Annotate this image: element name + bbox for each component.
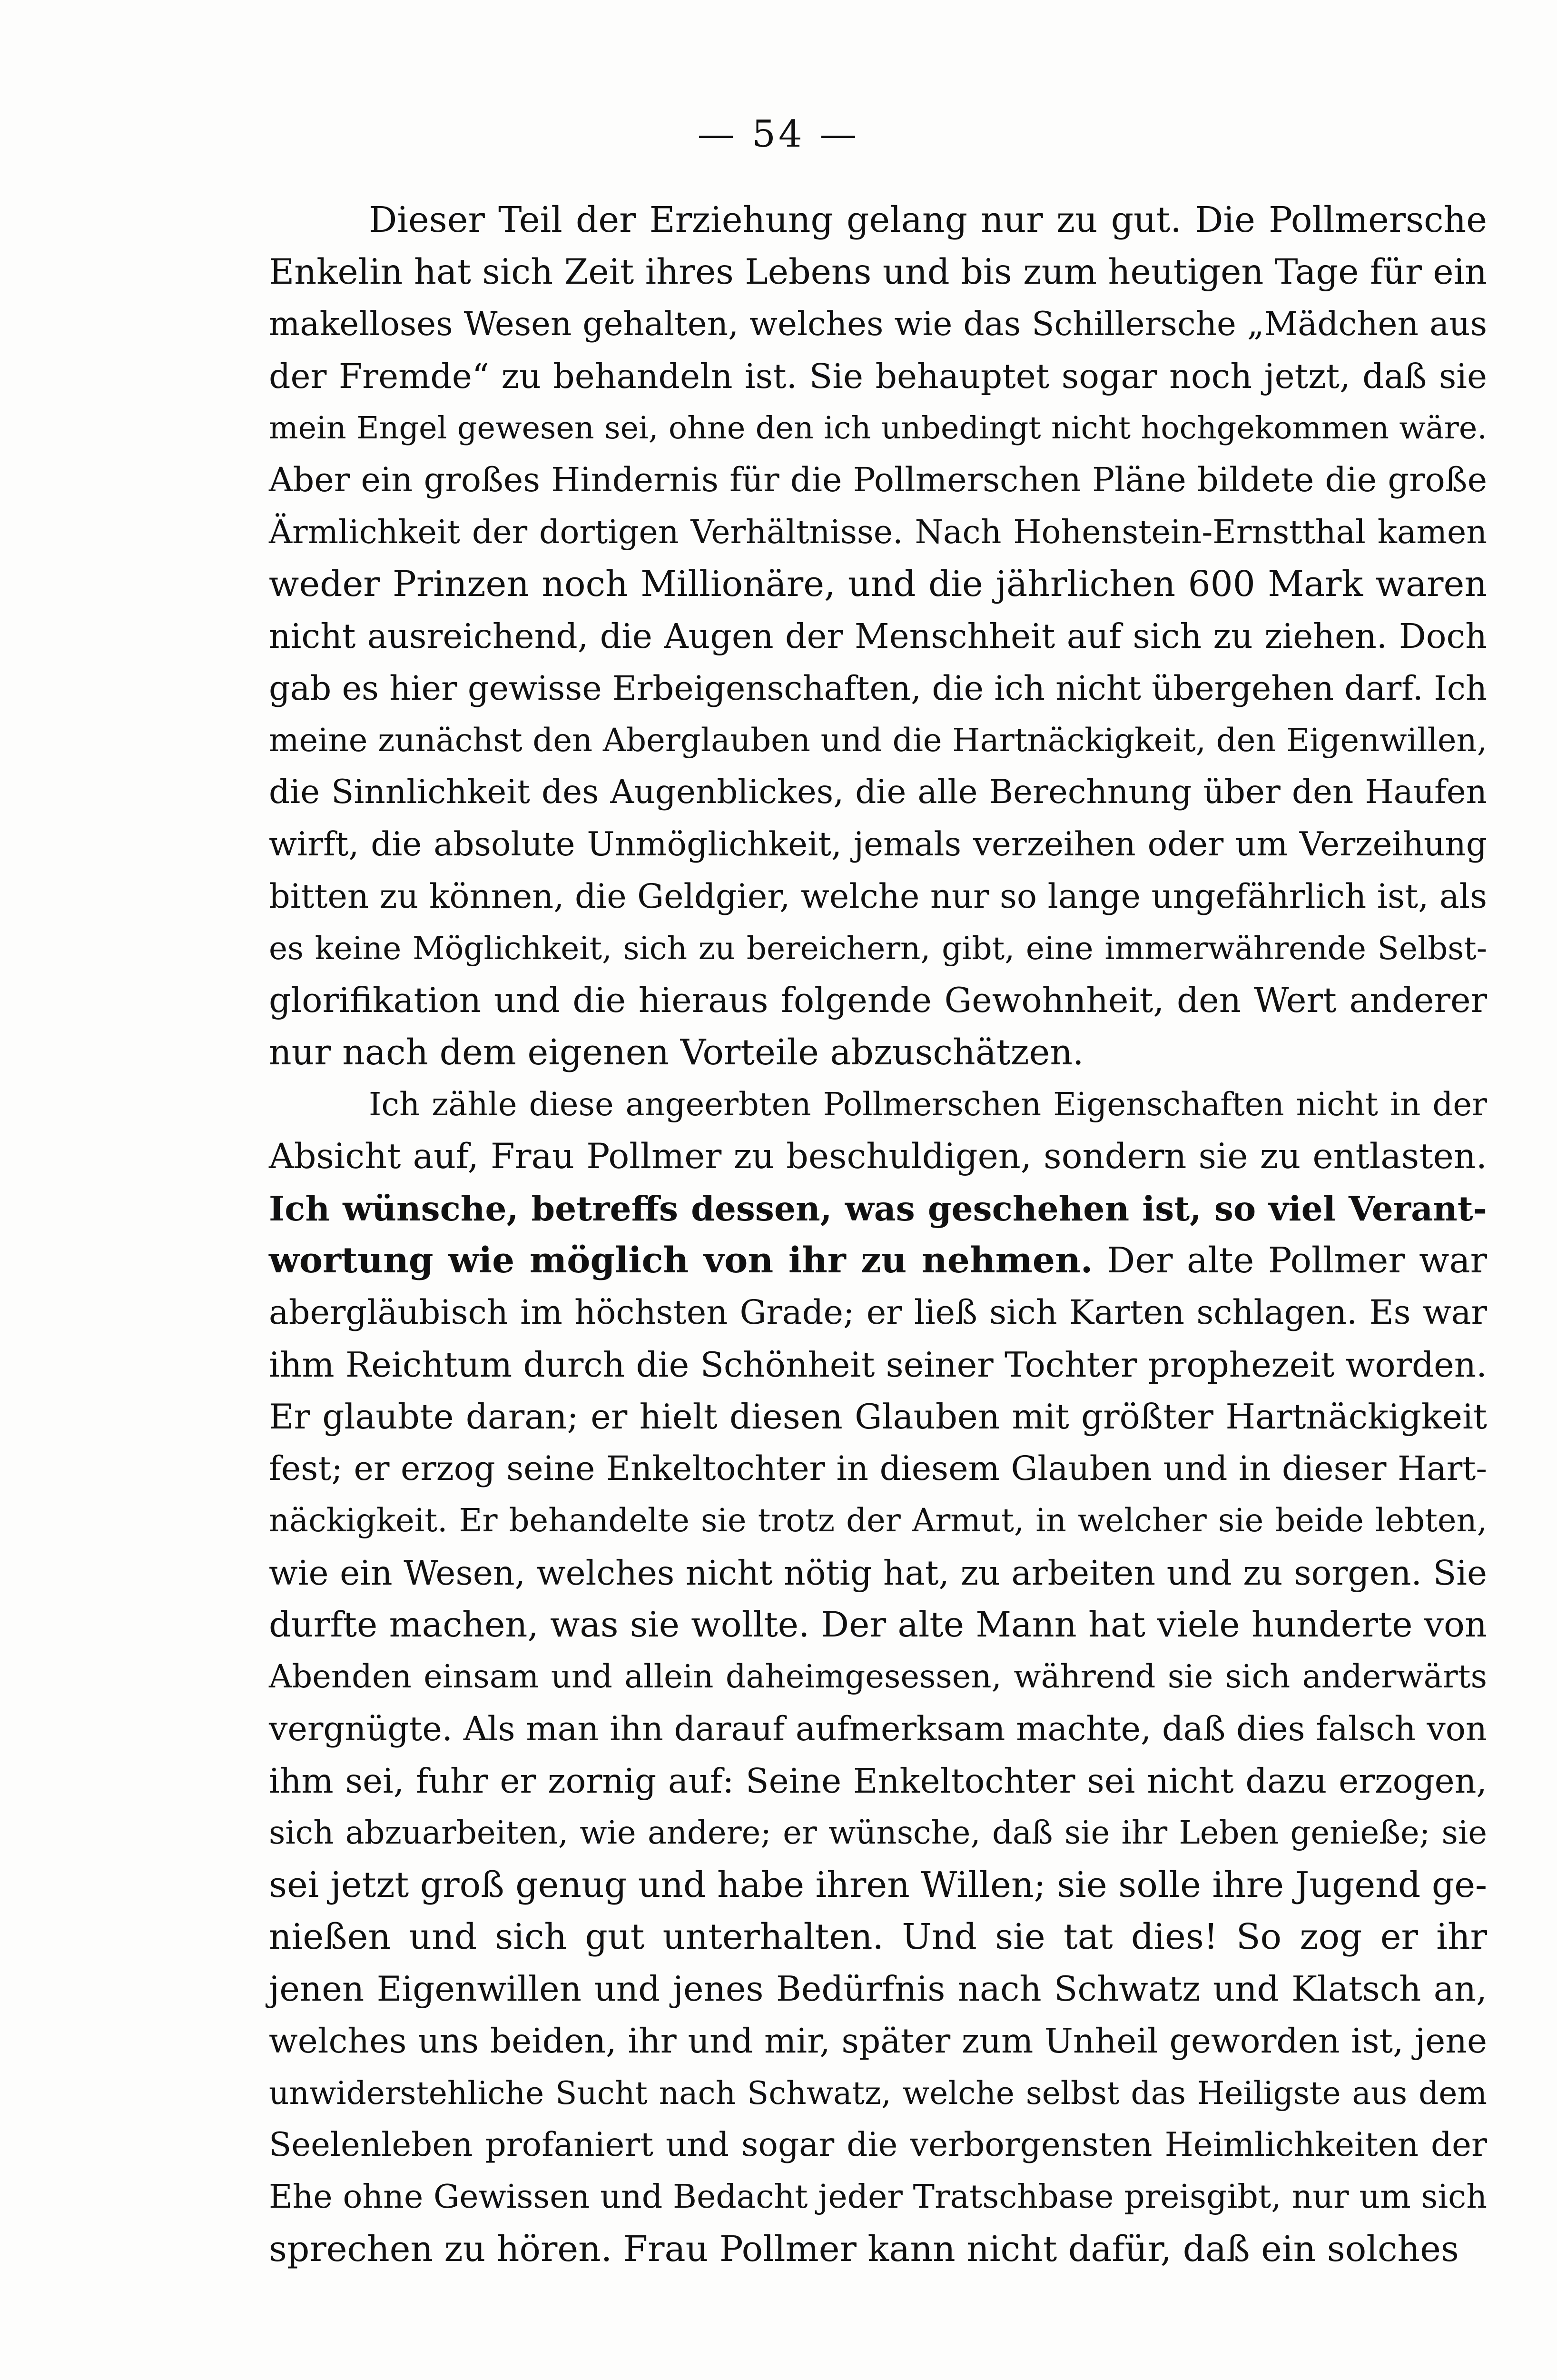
- text-line: [269, 974, 1487, 1026]
- text-line: [269, 1703, 1487, 1755]
- text-segment: abergläubisch im höchsten Grade; er ließ sich Karten schlagen. Es war: [269, 1293, 1487, 1332]
- text-segment: weder Prinzen noch Millionäre, und die jährlichen 600 Mark waren: [269, 564, 1487, 605]
- text-segment: nießen und sich gut unterhalten. Und sie tat dies! So zog er ihr: [269, 1916, 1487, 1957]
- text-line: [269, 1027, 1487, 1079]
- text-line: [269, 1599, 1487, 1651]
- text-segment: bitten zu können, die Geldgier, welche nur so lange ungefährlich ist, als: [269, 876, 1487, 916]
- text-line: [269, 1443, 1487, 1495]
- text-segment: glorifikation und die hieraus folgende Gewohnheit, den Wert anderer: [269, 980, 1487, 1021]
- text-line: [269, 2223, 1487, 2275]
- text-line: [269, 194, 1487, 246]
- text-segment: Der alte Pollmer war: [1093, 1240, 1487, 1281]
- text-line: [269, 246, 1487, 298]
- text-line: [269, 1963, 1487, 2015]
- text-segment: Ärmlichkeit der dortigen Verhältnisse. Nach Hohenstein-Ernstthal kamen: [269, 513, 1487, 551]
- text-segment: Ehe ohne Gewissen und Bedacht jeder Tratschbase preisgibt, nur um sich: [269, 2178, 1487, 2216]
- text-line: [269, 1755, 1487, 1807]
- text-line: [269, 1235, 1487, 1287]
- text-segment: ihm sei, fuhr er zornig auf: Seine Enkeltochter sei nicht dazu erzogen,: [269, 1761, 1487, 1801]
- text-segment: Er glaubte daran; er hielt diesen Glauben mit größter Hartnäckigkeit: [269, 1396, 1487, 1437]
- text-segment: Abenden einsam und allein daheimgesessen, während sie sich anderwärts: [269, 1658, 1487, 1696]
- text-segment: näckigkeit. Er behandelte sie trotz der Armut, in welcher sie beide lebten,: [269, 1502, 1487, 1539]
- text-line: [269, 610, 1487, 662]
- text-segment: nicht ausreichend, die Augen der Menschheit auf sich zu ziehen. Doch: [269, 616, 1487, 656]
- text-segment: sich abzuarbeiten, wie andere; er wünsche, daß sie ihr Leben genieße; sie: [269, 1814, 1487, 1852]
- emphasized-text: wortung wie möglich von ihr zu nehmen.: [269, 1240, 1093, 1281]
- text-line: [269, 1391, 1487, 1443]
- text-line: [269, 506, 1487, 558]
- text-segment: meine zunächst den Aberglauben und die Hartnäckigkeit, den Eigenwillen,: [269, 721, 1487, 759]
- text-segment: fest; er erzog seine Enkeltochter in diesem Glauben und in dieser Hart-: [269, 1449, 1487, 1488]
- text-segment: Enkelin hat sich Zeit ihres Lebens und bis zum heutigen Tage für ein: [269, 252, 1487, 293]
- text-segment: Ich zähle diese angeerbten Pollmerschen Eigenschaften nicht in der: [369, 1086, 1487, 1123]
- text-segment: jenen Eigenwillen und jenes Bedürfnis nach Schwatz und Klatsch an,: [269, 1969, 1487, 2009]
- text-segment: mein Engel gewesen sei, ohne den ich unbedingt nicht hochgekommen wäre.: [269, 410, 1487, 446]
- text-segment: Dieser Teil der Erziehung gelang nur zu gut. Die Pollmersche: [369, 199, 1487, 240]
- text-line: [269, 1651, 1487, 1703]
- text-segment: sei jetzt groß genug und habe ihren Willen; sie solle ihre Jugend ge-: [269, 1864, 1487, 1905]
- paragraph: [269, 194, 1487, 1079]
- text-segment: Seelenleben profaniert und sogar die verborgensten Heimlichkeiten der: [269, 2125, 1487, 2164]
- text-line: [269, 1859, 1487, 1911]
- text-line: [269, 2171, 1487, 2223]
- text-line: [269, 1911, 1487, 1963]
- text-line: [269, 1130, 1487, 1182]
- text-line: [269, 922, 1487, 974]
- text-segment: wirft, die absolute Unmöglichkeit, jemals verzeihen oder um Verzeihung: [269, 825, 1487, 863]
- text-segment: sprechen zu hören. Frau Pollmer kann nicht dafür, daß ein solches: [269, 2228, 1459, 2270]
- text-segment: ihm Reichtum durch die Schönheit seiner Tochter prophezeit worden.: [269, 1344, 1487, 1385]
- text-line: [269, 2067, 1487, 2119]
- text-line: [269, 558, 1487, 610]
- text-line: [269, 1339, 1487, 1391]
- text-segment: welches uns beiden, ihr und mir, später zum Unheil geworden ist, jene: [269, 2021, 1487, 2061]
- text-line: [269, 298, 1487, 350]
- text-segment: der Fremde“ zu behandeln ist. Sie behauptet sogar noch jetzt, daß sie: [269, 356, 1487, 396]
- emphasized-text: Ich wünsche, betreffs dessen, was geschehen ist, so viel Verant-: [269, 1188, 1487, 1229]
- text-segment: Aber ein großes Hindernis für die Pollmerschen Pläne bildete die große: [269, 460, 1487, 500]
- text-line: [269, 871, 1487, 922]
- text-segment: wie ein Wesen, welches nicht nötig hat, zu arbeiten und zu sorgen. Sie: [269, 1553, 1487, 1593]
- text-line: [269, 714, 1487, 766]
- text-segment: nur nach dem eigenen Vorteile abzuschätzen.: [269, 1031, 1084, 1073]
- text-line: [269, 1079, 1487, 1130]
- text-segment: unwiderstehliche Sucht nach Schwatz, welche selbst das Heiligste aus dem: [269, 2074, 1487, 2112]
- text-line: [269, 663, 1487, 714]
- text-line: [269, 766, 1487, 818]
- text-line: [269, 350, 1487, 402]
- text-line: [269, 1807, 1487, 1859]
- paragraph: [269, 1079, 1487, 2275]
- text-segment: vergnügte. Als man ihn darauf aufmerksam machte, daß dies falsch von: [269, 1709, 1487, 1748]
- text-segment: gab es hier gewisse Erbeigenschaften, die ich nicht übergehen darf. Ich: [269, 668, 1488, 708]
- text-line: [269, 402, 1487, 454]
- text-line: [269, 1495, 1487, 1547]
- text-segment: es keine Möglichkeit, sich zu bereichern, gibt, eine immerwährende Selbst-: [269, 930, 1487, 967]
- text-line: [269, 1547, 1487, 1599]
- text-segment: makelloses Wesen gehalten, welches wie das Schillersche „Mädchen aus: [269, 305, 1487, 343]
- text-line: [269, 454, 1487, 506]
- text-line: [269, 1287, 1487, 1339]
- text-segment: die Sinnlichkeit des Augenblickes, die alle Berechnung über den Haufen: [269, 773, 1487, 812]
- page-number: — 54 —: [697, 113, 860, 156]
- text-line: [269, 2015, 1487, 2067]
- text-line: [269, 1183, 1487, 1235]
- text-segment: durfte machen, was sie wollte. Der alte Mann hat viele hunderte von: [269, 1605, 1487, 1646]
- text-line: [269, 2119, 1487, 2171]
- body-text: [269, 194, 1487, 2275]
- text-segment: Absicht auf, Frau Pollmer zu beschuldigen, sondern sie zu entlasten.: [269, 1136, 1487, 1177]
- text-line: [269, 819, 1487, 871]
